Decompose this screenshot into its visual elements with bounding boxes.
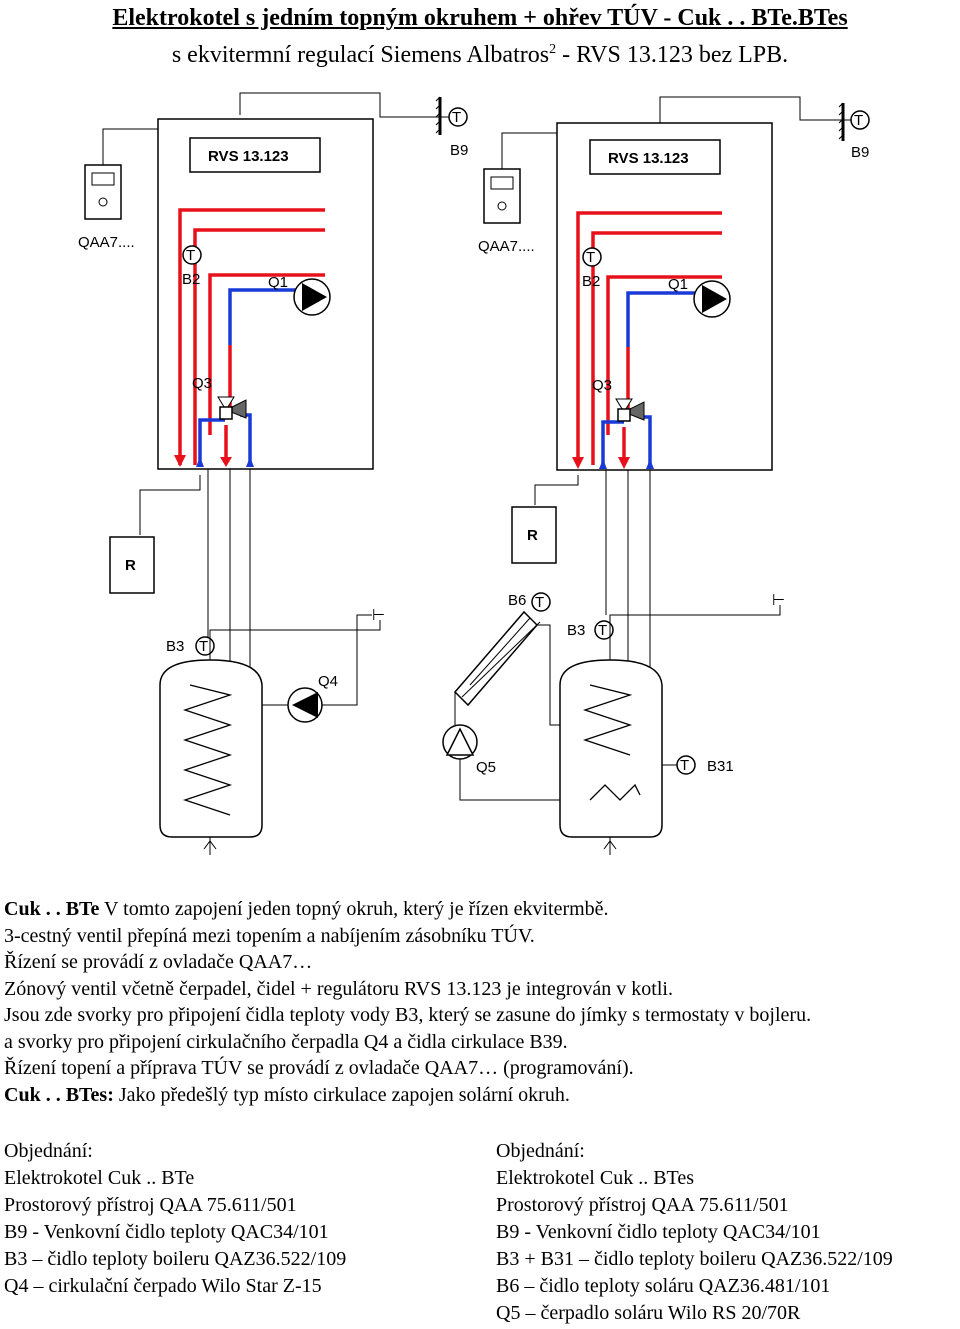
right-q1-label: Q1 <box>668 276 689 293</box>
page-title <box>0 2 960 71</box>
right-b3-sensor <box>567 621 613 639</box>
desc-line-3: Řízení se provádí z ovladače QAA7… <box>4 951 313 973</box>
svg-text:T: T <box>586 249 596 266</box>
right-qaa-label: QAA7.... <box>478 238 535 255</box>
left-controller-label: RVS 13.123 <box>208 148 289 165</box>
right-system <box>443 97 869 855</box>
left-system <box>78 93 468 855</box>
right-solar-collector <box>455 592 560 725</box>
order-left-item: B9 - Venkovní čidlo teploty QAC34/101 <box>4 1221 329 1243</box>
left-tap-icon: ⊢ <box>372 607 386 624</box>
desc-line-8: Cuk . . BTes: Jako předešlý typ místo cirkulace zapojen solární okruh. <box>4 1083 570 1106</box>
left-q3-label: Q3 <box>192 375 213 392</box>
order-left-item: Prostorový přístroj QAA 75.611/501 <box>4 1194 297 1216</box>
description <box>4 896 954 1108</box>
desc-line-6: a svorky pro připojení cirkulačního čerpadla Q4 a čidla cirkulace B39. <box>4 1030 568 1053</box>
right-tap-icon: ⊢ <box>772 592 786 609</box>
left-qaa-label: QAA7.... <box>78 234 135 251</box>
left-q4-label: Q4 <box>318 673 339 690</box>
wiring-diagram <box>0 85 960 875</box>
left-b9-t: T <box>452 109 462 126</box>
order-right-item: Elektrokotel Cuk .. BTes <box>496 1167 695 1189</box>
order-right-item: Q5 – čerpadlo soláru Wilo RS 20/70R <box>496 1302 801 1324</box>
right-qaa-unit <box>478 133 557 255</box>
order-right-item: B6 – čidlo teploty soláru QAZ36.481/101 <box>496 1275 831 1297</box>
svg-text:T: T <box>535 594 545 611</box>
left-r-label: R <box>125 557 136 574</box>
right-boiler <box>557 123 772 470</box>
orders-right <box>496 1138 893 1327</box>
desc-line-5: Jsou zde svorky pro připojení čidla teploty vody B3, který se zasune do jímky s termostaty v bojleru. <box>4 1004 812 1026</box>
orders-left <box>4 1138 346 1300</box>
left-b3-label: B3 <box>166 638 185 655</box>
right-b31-label: B31 <box>707 758 734 775</box>
svg-text:T: T <box>680 757 690 774</box>
order-right-item: B3 + B31 – čidlo teploty boileru QAZ36.522/109 <box>496 1248 893 1270</box>
order-right-item: B9 - Venkovní čidlo teploty QAC34/101 <box>496 1221 821 1243</box>
left-b9-label: B9 <box>450 142 469 159</box>
right-r-label: R <box>527 527 538 544</box>
order-left-item: Q4 – cirkulační čerpado Wilo Star Z-15 <box>4 1275 322 1297</box>
desc-line-4: Zónový ventil včetně čerpadel, čidel + regulátoru RVS 13.123 je integrován v kotli. <box>4 977 673 1000</box>
order-left-item: Elektrokotel Cuk .. BTe <box>4 1167 195 1189</box>
order-right-item: Objednání: <box>496 1140 585 1162</box>
right-tank <box>560 592 785 855</box>
right-b31-sensor <box>662 756 734 775</box>
order-right-item: Prostorový přístroj QAA 75.611/501 <box>496 1194 789 1216</box>
order-left-item: B3 – čidlo teploty boileru QAZ36.522/109 <box>4 1248 347 1270</box>
title-line-2: s ekvitermní regulací Siemens Albatros$^2$ - RVS 13.123 bez LPB. <box>171 42 789 68</box>
svg-text:T: T <box>186 247 196 264</box>
svg-text:T: T <box>598 622 608 639</box>
svg-text:T: T <box>854 112 864 129</box>
title-line-1: Elektrokotel s jedním topným okruhem + ohřev TÚV - Cuk . . BTe.BTes <box>112 5 848 31</box>
left-qaa-unit <box>78 129 158 251</box>
left-q1-label: Q1 <box>268 274 289 291</box>
right-b9-label: B9 <box>851 144 870 161</box>
right-b2-label: B2 <box>582 273 601 290</box>
right-b3-label: B3 <box>567 622 586 639</box>
right-q5-label: Q5 <box>476 759 497 776</box>
right-controller-label: RVS 13.123 <box>608 150 689 167</box>
left-b3-sensor <box>166 637 214 655</box>
svg-text:T: T <box>199 638 209 655</box>
left-b2-label: B2 <box>182 271 201 288</box>
order-left-item: Objednání: <box>4 1140 93 1162</box>
desc-line-7: Řízení topení a příprava TÚV se provádí z ovladače QAA7… (programování). <box>4 1057 634 1079</box>
left-tank <box>160 660 262 855</box>
right-b6-label: B6 <box>508 592 527 609</box>
desc-line-2: 3-cestný ventil přepíná mezi topením a nabíjením zásobníku TÚV. <box>4 924 535 947</box>
desc-line-1: Cuk . . BTe V tomto zapojení jeden topný okruh, který je řízen ekvitermbě. <box>4 898 609 920</box>
right-q3-label: Q3 <box>592 377 613 394</box>
